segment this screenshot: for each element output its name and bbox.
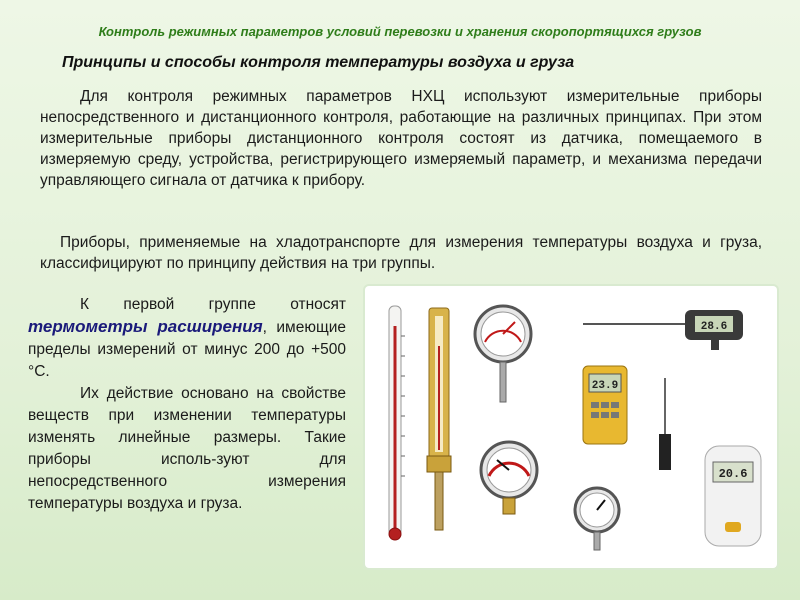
glass-thermometer <box>389 306 405 540</box>
infrared-thermometer <box>705 446 761 546</box>
paragraph-2: Приборы, применяемые на хладотранспорте для измерения температуры воздуха и груза, классифицируют по принципу действия на три группы. <box>40 234 762 272</box>
probe-display: 28.6 <box>700 321 728 333</box>
page-header: Контроль режимных параметров условий перевозки и хранения скоропортящихся грузов <box>98 24 702 39</box>
dial-thermometer-middle <box>481 442 537 514</box>
principle-paragraph: Их действие основано на свойстве веществ при изменении температуры изменять линейные размеры. Такие приборы исполь-зуют для непосредственного измерения температуры воздуха и груза. <box>28 385 346 512</box>
first-group-intro: К первой группе относят <box>80 296 346 313</box>
dial-thermometer-bottom <box>575 488 619 550</box>
probe-thermometer <box>583 310 743 350</box>
handheld-display: 23.9 <box>591 380 619 392</box>
paragraph-1: Для контроля режимных параметров НХЦ используют измерительные приборы непосредственного и дистанционного контроля, работающие на различных принципах. При этом измерительные приборы дистанционного контроля состоят из датчика, помещаемого в измеряемую среду, устройства, регистрирующего измеряемый параметр, и механизма передачи управляющего сигнала от датчика к прибору. <box>40 88 762 189</box>
handheld-thermometer <box>583 366 627 444</box>
infrared-display: 20.6 <box>718 467 748 481</box>
needle-probe <box>659 378 671 470</box>
expansion-thermometers-term: термометры расширения <box>28 317 263 336</box>
left-column <box>28 294 346 515</box>
instruments-illustration <box>365 286 777 568</box>
instruments-photo <box>365 286 777 568</box>
measurement-range-text: , имеющие пределы измерений от минус 200 до +500 °С. <box>28 319 346 380</box>
dial-thermometer-top <box>475 306 531 402</box>
brass-thermometer <box>427 308 451 530</box>
expansion-thermometers-paragraph <box>28 294 346 383</box>
section-subtitle: Принципы и способы контроля температуры воздуха и груза <box>62 54 575 71</box>
